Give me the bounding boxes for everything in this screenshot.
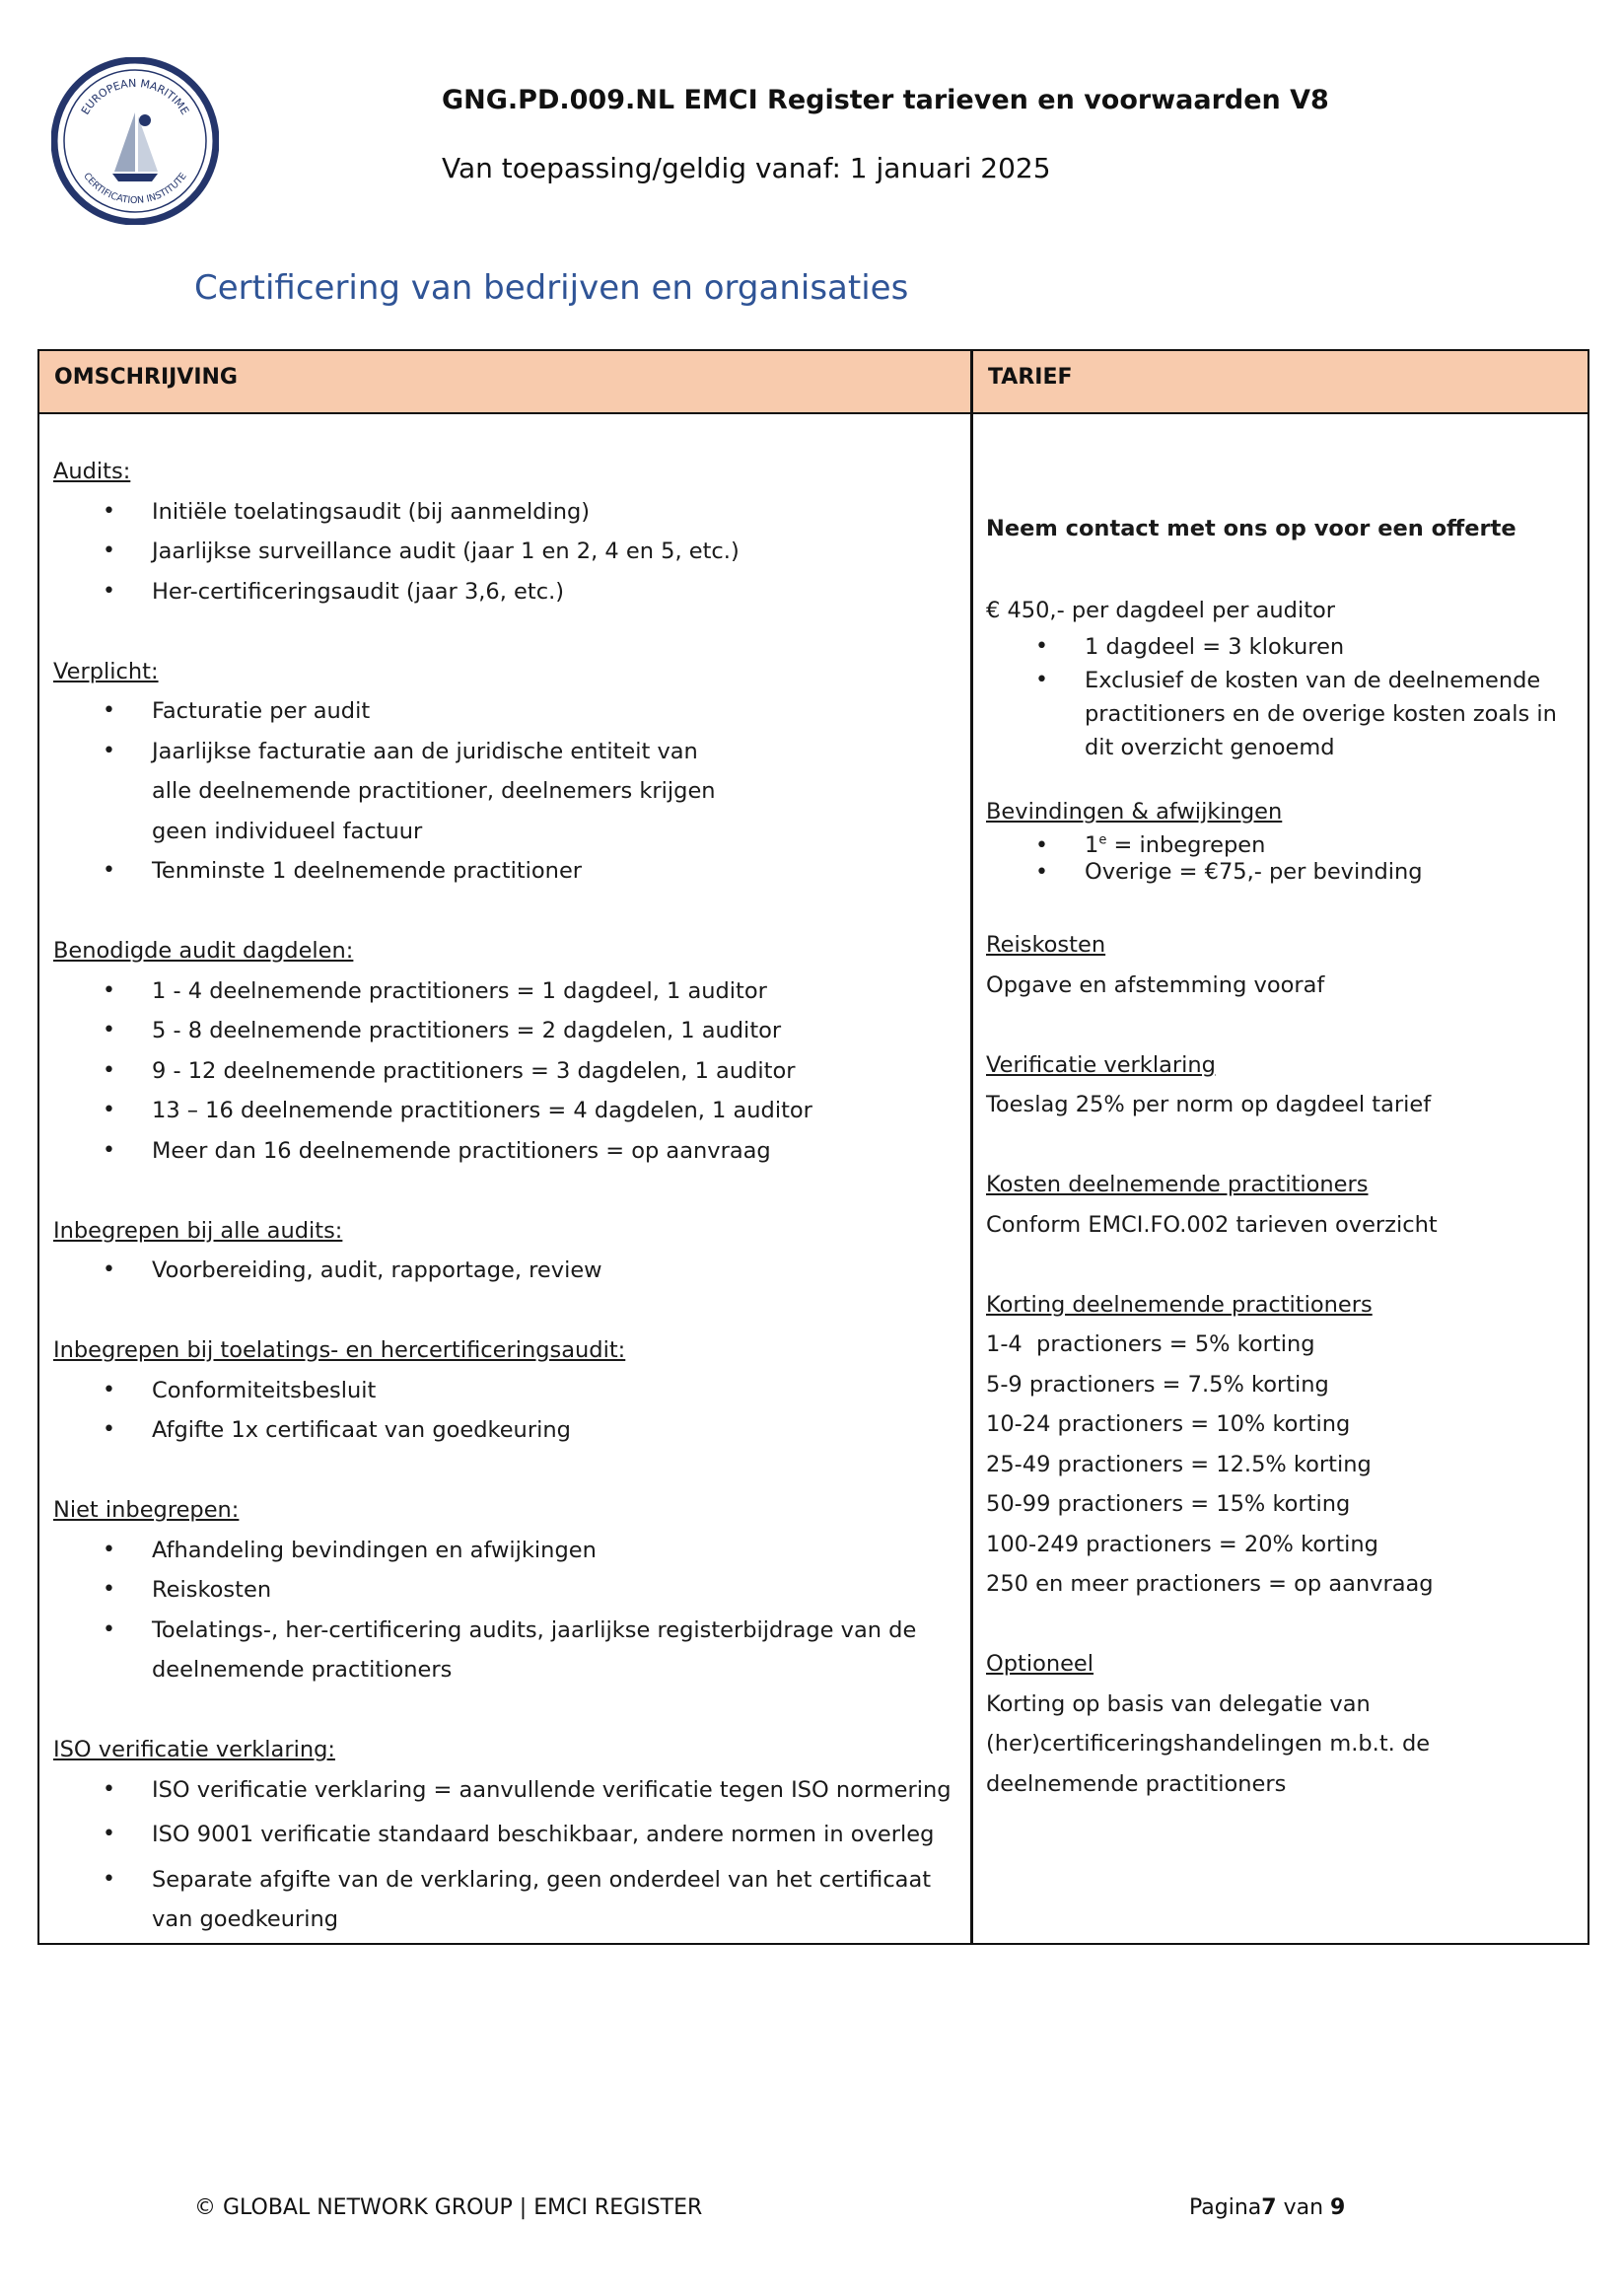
reiskosten-text: Opgave en afstemming vooraf: [986, 971, 1325, 998]
footer-copyright: © GLOBAL NETWORK GROUP | EMCI REGISTER: [194, 2195, 703, 2220]
reiskosten-heading: Reiskosten: [986, 932, 1106, 958]
list-item: • Initiële toelatingsaudit (bij aanmelding): [53, 492, 960, 533]
inbegrepen-toelating-list: [53, 1371, 960, 1451]
korting-line: 5-9 practioners = 7.5% korting: [986, 1371, 1329, 1398]
list-item: • 5 - 8 deelnemende practitioners = 2 dagdelen, 1 auditor: [53, 1011, 960, 1051]
verplicht-heading: Verplicht:: [53, 658, 159, 684]
korting-line: 50-99 practioners = 15% korting: [986, 1491, 1351, 1517]
document-title: GNG.PD.009.NL EMCI Register tarieven en voorwaarden V8: [442, 85, 1329, 115]
korting-line: 250 en meer practioners = op aanvraag: [986, 1571, 1434, 1597]
list-item: • Afgifte 1x certificaat van goedkeuring: [53, 1410, 960, 1451]
verificatie-heading: Verificatie verklaring: [986, 1051, 1216, 1078]
list-item: • Jaarlijkse facturatie aan de juridische entiteit van alle deelnemende practitioner, deelnemers krijgen geen individueel factuur: [53, 732, 960, 852]
table-header: [39, 351, 1588, 414]
audits-heading: Audits:: [53, 459, 131, 484]
section-title: Certificering van bedrijven en organisaties: [194, 268, 909, 308]
optioneel-text: Korting op basis van delegatie van (her)certificeringshandelingen m.b.t. de deelnemende practitioners: [986, 1690, 1431, 1797]
inbegrepen-toelating-heading: Inbegrepen bij toelatings- en hercertificeringsaudit:: [53, 1337, 626, 1363]
list-item: • Overige = €75,- per bevinding: [986, 859, 1578, 886]
bevindingen-list: [986, 832, 1578, 886]
dagdeel-price: € 450,- per dagdeel per auditor: [986, 597, 1336, 623]
kosten-text: Conform EMCI.FO.002 tarieven overzicht: [986, 1211, 1438, 1238]
list-item: • Conformiteitsbesluit: [53, 1371, 960, 1411]
list-item: • $1^e$ = inbegrepen: [986, 832, 1578, 859]
korting-line: 100-249 practioners = 20% korting: [986, 1531, 1378, 1557]
footer-page-number: Pagina7 van 9: [1189, 2195, 1346, 2220]
korting-line: 10-24 practioners = 10% korting: [986, 1411, 1351, 1437]
list-item: • Jaarlijkse surveillance audit (jaar 1 en 2, 4 en 5, etc.): [53, 532, 960, 572]
audits-list: [53, 492, 960, 612]
logo-text-bottom: CERTIFICATION INSTITUTE: [81, 171, 189, 207]
inbegrepen-alle-heading: Inbegrepen bij alle audits:: [53, 1217, 343, 1244]
list-item: • Afhandeling bevindingen en afwijkingen: [53, 1531, 960, 1571]
iso-heading: ISO verificatie verklaring:: [53, 1737, 335, 1762]
korting-line: 25-49 practioners = 12.5% korting: [986, 1451, 1372, 1477]
emci-logo: [51, 57, 219, 225]
iso-list: [53, 1770, 960, 1940]
dagdeel-list: [986, 630, 1578, 764]
niet-inbegrepen-heading: Niet inbegrepen:: [53, 1497, 240, 1523]
bevindingen-heading: Bevindingen & afwijkingen: [986, 799, 1283, 825]
tarief-column: [986, 509, 1578, 1804]
valid-from: Van toepassing/geldig vanaf: 1 januari 2025: [442, 152, 1051, 184]
list-item: • ISO 9001 verificatie standaard beschikbaar, andere normen in overleg: [53, 1815, 960, 1855]
list-item: • Reiskosten: [53, 1570, 960, 1611]
verificatie-text: Toeslag 25% per norm op dagdeel tarief: [986, 1092, 1432, 1117]
header-tarief: TARIEF: [988, 365, 1073, 390]
list-item: • Meer dan 16 deelnemende practitioners = op aanvraag: [53, 1131, 960, 1172]
dagdelen-list: [53, 971, 960, 1172]
list-item: • Tenminste 1 deelnemende practitioner: [53, 851, 960, 892]
dagdelen-heading: Benodigde audit dagdelen:: [53, 938, 354, 964]
list-item: • Facturatie per audit: [53, 691, 960, 732]
omschrijving-column: [53, 452, 960, 1945]
korting-line: 1-4 practioners = 5% korting: [986, 1331, 1315, 1357]
column-divider: [970, 351, 973, 1943]
korting-heading: Korting deelnemende practitioners: [986, 1291, 1373, 1318]
logo-text-top: EUROPEAN MARITIME: [78, 76, 192, 117]
list-item: • ISO verificatie verklaring = aanvullende verificatie tegen ISO normering: [53, 1770, 960, 1811]
list-item: • 13 – 16 deelnemende practitioners = 4 dagdelen, 1 auditor: [53, 1091, 960, 1131]
list-item: • Voorbereiding, audit, rapportage, review: [53, 1251, 960, 1291]
list-item: • Separate afgifte van de verklaring, geen onderdeel van het certificaat van goedkeuring: [53, 1860, 960, 1940]
list-item: • 9 - 12 deelnemende practitioners = 3 dagdelen, 1 auditor: [53, 1051, 960, 1092]
contact-offer-text: Neem contact met ons op voor een offerte: [986, 516, 1517, 541]
header-omschrijving: OMSCHRIJVING: [54, 365, 238, 390]
list-item: • Toelatings-, her-certificering audits, jaarlijkse registerbijdrage van de deelnemende practitioners: [53, 1611, 960, 1690]
list-item: • 1 dagdeel = 3 klokuren: [986, 630, 1578, 664]
optioneel-heading: Optioneel: [986, 1651, 1094, 1677]
list-item: • Her-certificeringsaudit (jaar 3,6, etc.): [53, 572, 960, 612]
niet-inbegrepen-list: [53, 1531, 960, 1690]
emci-logo-emblem: [51, 57, 219, 225]
tariff-table: [37, 349, 1589, 1945]
kosten-heading: Kosten deelnemende practitioners: [986, 1172, 1369, 1197]
list-item: • 1 - 4 deelnemende practitioners = 1 dagdeel, 1 auditor: [53, 971, 960, 1012]
verplicht-list: [53, 691, 960, 892]
list-item: • Exclusief de kosten van de deelnemende practitioners en de overige kosten zoals in dit overzicht genoemd: [986, 664, 1578, 764]
inbegrepen-alle-list: [53, 1251, 960, 1291]
